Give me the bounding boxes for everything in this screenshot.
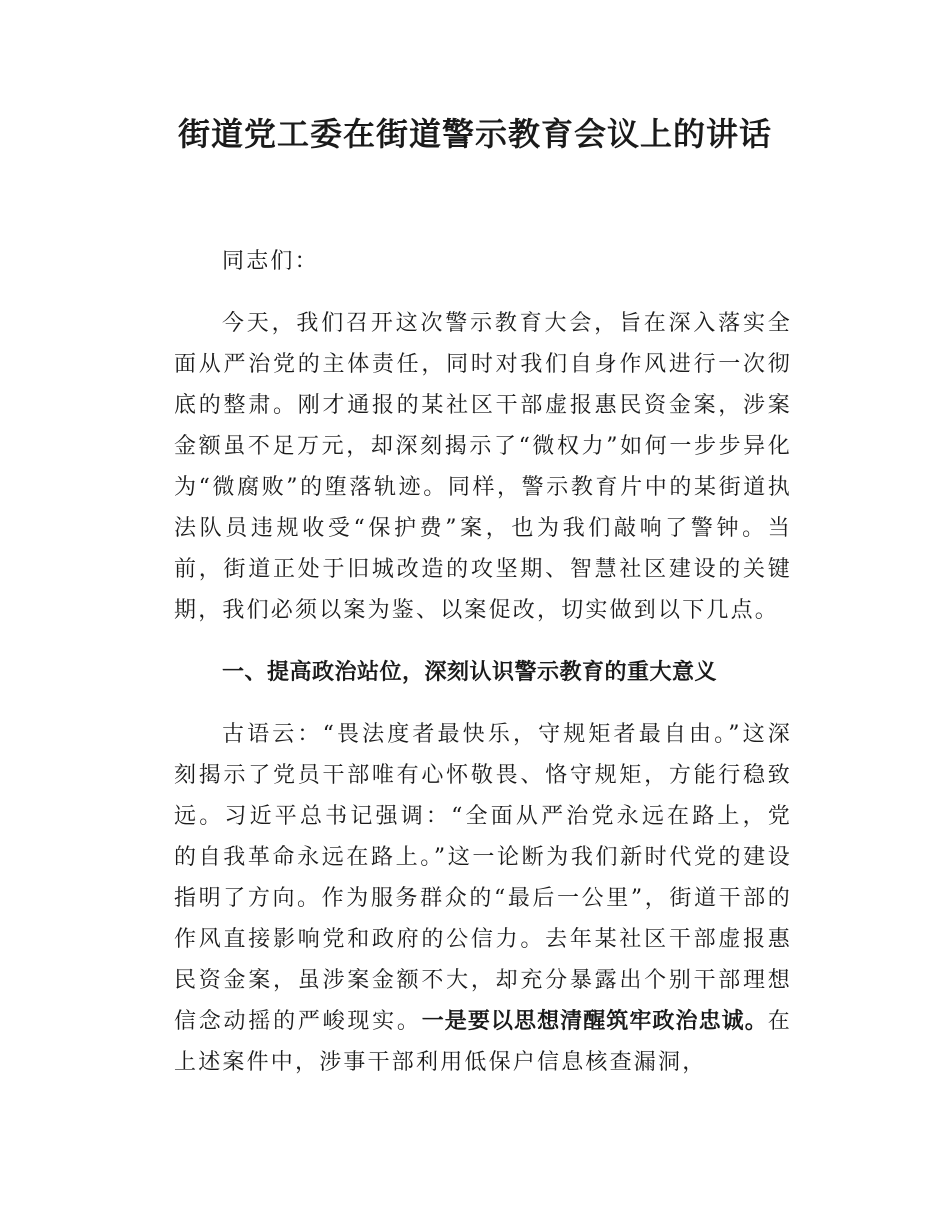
point-1-text: 在上述案件中，涉事干部利用低保户信息核查漏洞， xyxy=(174,1009,792,1075)
document-title: 街道党工委在街道警示教育会议上的讲话 xyxy=(177,115,772,153)
salutation: 同志们： xyxy=(222,249,319,274)
intro-paragraph: 今天，我们召开这次警示教育大会，旨在深入落实全面从严治党的主体责任，同时对我们自身作风进行一次彻底的整肃。刚才通报的某社区干部虚报惠民资金案，涉案金额虽不足万元，却深刻揭示了“微权力”如何一步步异化为“微腐败”的堕落轨迹。同样，警示教育片中的某街道执法队员违规收受“保护费”案，也为我们敲响了警钟。当前，街道正处于旧城改造的攻坚期、智慧社区建设的关键期，我们必须以案为鉴、以案促改，切实做到以下几点。 xyxy=(174,311,792,623)
section-1-paragraph xyxy=(174,714,792,1083)
document-body xyxy=(174,241,792,1104)
section-heading-1: 一、提高政治站位，深刻认识警示教育的重大意义 xyxy=(222,660,718,685)
section-1-text: 古语云：“畏法度者最快乐，守规矩者最自由。”这深刻揭示了党员干部唯有心怀敬畏、恪守规矩，方能行稳致远。习近平总书记强调：“全面从严治党永远在路上，党的自我革命永远在路上。”这一论断为我们新时代党的建设指明了方向。作为服务群众的“最后一公里”，街道干部的作风直接影响党和政府的公信力。去年某社区干部虚报惠民资金案，虽涉案金额不大，却充分暴露出个别干部理想信念动摇的严峻现实。 xyxy=(174,722,792,1034)
point-1-emphasis: 一是要以思想清醒筑牢政治忠诚。 xyxy=(421,1009,768,1034)
